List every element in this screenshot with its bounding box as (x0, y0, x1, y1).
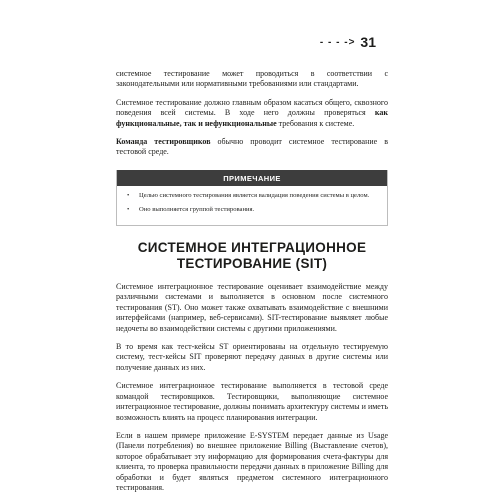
section-title: СИСТЕМНОЕ ИНТЕГРАЦИОННОЕ ТЕСТИРОВАНИЕ (SIT) (137, 240, 367, 272)
note-item-text: Целью системного тестирования является валидация поведения системы в целом. (139, 191, 370, 199)
paragraph (116, 98, 388, 129)
bold-text: Команда тестировщиков (116, 137, 211, 147)
note-list (117, 186, 387, 225)
paragraph (116, 137, 388, 158)
page-number: 31 (360, 34, 376, 50)
note-box (116, 170, 388, 226)
note-item (127, 206, 377, 215)
bullet-icon: • (127, 206, 130, 214)
text-run: системное тестирование может проводиться в соответствии с законодательными или нормативными требованиями или стандартами. (116, 69, 388, 89)
page-content (116, 69, 388, 501)
text-run: обычно проводит системное тестирование в тестовой среде. (116, 137, 388, 157)
paragraph: Системное интеграционное тестирование оценивает взаимодействие между различными системами и выполняется в основном после системного тестирования (ST). Оно может также охватывать взаимодействие с внешними интерфейсами (например, веб-сервисами). SIT-тестирование выявляет любые недочеты во взаимодействии системы с другими приложениями. (116, 282, 388, 333)
bullet-icon: • (127, 191, 130, 199)
paragraph: Системное интеграционное тестирование выполняется в тестовой среде командой тестировщиков. Тестировщики, выполняющие системное интеграционное тестирование, должны понимать архитектуру системы и иметь возможность влиять на процесс планирования интеграции. (116, 381, 388, 422)
text-run: требования к системе. (276, 118, 355, 128)
paragraph: В то время как тест-кейсы ST ориентированы на отдельную тестируемую систему, тест-кейсы SIT проверяют передачу данных в другие системы или получение данных из них. (116, 342, 388, 372)
dashed-arrow-icon: - - - -> (319, 36, 356, 48)
note-item (127, 192, 377, 201)
note-item-text: Оно выполняется группой тестирования. (139, 206, 255, 214)
paragraph: Если в нашем примере приложение E-SYSTEM передает данные из Usage (Панели потребления) во внешнее приложение Billing (Выставление счетов), которое обрабатывает эту информацию для формирования счета-фактуры для клиента, то проверка правильности передачи данных в приложение Billing для обработки и будет являться предметом системного интеграционного тестирования. (116, 430, 388, 492)
top-paragraphs (116, 69, 388, 158)
text-run: Системное тестирование должно главным образом касаться общего, сквозного поведения всей системы. В ходе него должны проверяться (116, 97, 388, 118)
bold-text: как функциональные, так и нефункциональные (116, 108, 388, 128)
note-title: ПРИМЕЧАНИЕ (117, 170, 387, 186)
paragraph (116, 69, 388, 90)
page-header (320, 34, 376, 50)
